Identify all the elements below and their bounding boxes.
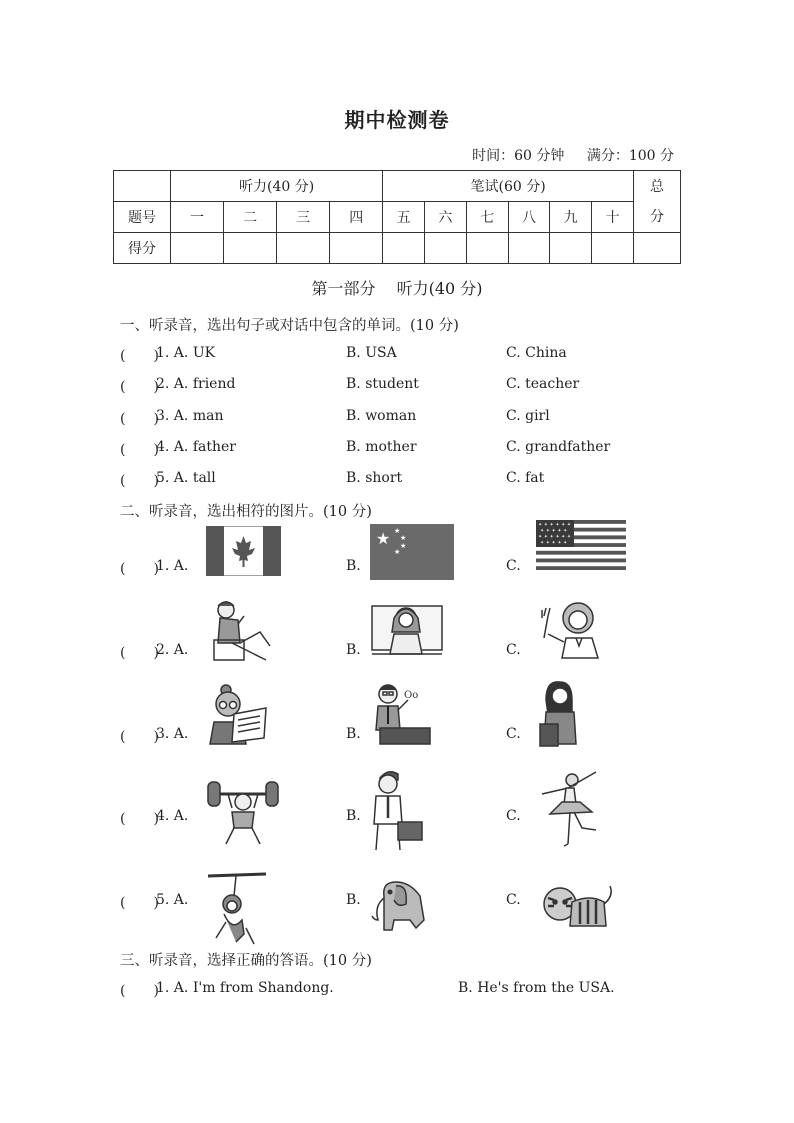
option-a: 5. A. tall <box>156 470 216 486</box>
option-c: C. <box>506 726 521 742</box>
option-b: B. <box>346 892 361 908</box>
score-cell[interactable] <box>634 233 681 264</box>
col-2: 二 <box>224 202 277 233</box>
s2-question-1 <box>120 520 680 600</box>
s3-question-1 <box>120 980 720 1000</box>
s1-question-2 <box>120 376 720 396</box>
option-c: C. teacher <box>506 376 580 392</box>
s1-question-5 <box>120 470 720 490</box>
teacher-at-board-icon <box>372 680 434 748</box>
col-8: 八 <box>508 202 550 233</box>
part-title: 听力(40 分) <box>396 279 483 298</box>
svg-text:★: ★ <box>400 534 407 542</box>
option-a: 2. A. friend <box>156 376 236 392</box>
option-c: C. girl <box>506 408 550 424</box>
col-6: 六 <box>425 202 467 233</box>
row-label-number: 题号 <box>114 202 171 233</box>
answer-paren[interactable]: ( ) <box>120 442 159 458</box>
listening-header: 听力(40 分) <box>171 171 383 202</box>
answer-paren[interactable]: ( ) <box>120 645 159 661</box>
score-cell[interactable] <box>171 233 224 264</box>
option-c: C. <box>506 642 521 658</box>
writing-header: 笔试(60 分) <box>383 171 634 202</box>
elephant-icon <box>370 876 426 936</box>
svg-text:✦ ✦ ✦ ✦ ✦: ✦ ✦ ✦ ✦ ✦ <box>540 528 568 534</box>
tiger-icon <box>540 878 616 932</box>
option-a: 1. A. I'm from Shandong. <box>156 980 334 996</box>
col-9: 九 <box>550 202 592 233</box>
option-b: B. student <box>346 376 419 392</box>
option-c: C. fat <box>506 470 545 486</box>
section2-heading: 二、听录音，选出相符的图片。(10 分) <box>120 504 372 520</box>
option-c: C. China <box>506 345 567 361</box>
option-c: C. grandfather <box>506 439 611 455</box>
svg-text:★: ★ <box>394 527 401 535</box>
option-c: C. <box>506 808 521 824</box>
answer-paren[interactable]: ( ) <box>120 379 159 395</box>
col-10: 十 <box>592 202 634 233</box>
svg-text:★: ★ <box>400 542 407 550</box>
score-cell[interactable] <box>508 233 550 264</box>
answer-paren[interactable]: ( ) <box>120 473 159 489</box>
option-a: 4. A. father <box>156 439 236 455</box>
col-5: 五 <box>383 202 425 233</box>
col-3: 三 <box>277 202 330 233</box>
option-b: B. He's from the USA. <box>458 980 615 996</box>
option-c: C. <box>506 892 521 908</box>
section1-heading: 一、听录音，选出句子或对话中包含的单词。(10 分) <box>120 318 459 334</box>
china-flag-icon <box>370 524 454 580</box>
option-b: B. <box>346 558 361 574</box>
col-4: 四 <box>330 202 383 233</box>
option-b: B. <box>346 808 361 824</box>
score-cell[interactable] <box>224 233 277 264</box>
option-b: B. short <box>346 470 403 486</box>
part-heading <box>0 276 794 299</box>
option-b: B. <box>346 726 361 742</box>
option-b: B. USA <box>346 345 397 361</box>
option-a: 1. A. UK <box>156 345 216 361</box>
answer-paren[interactable]: ( ) <box>120 561 159 577</box>
answer-paren[interactable]: ( ) <box>120 983 159 999</box>
answer-paren[interactable]: ( ) <box>120 729 159 745</box>
score-table <box>113 170 681 264</box>
page-title: 期中检测卷 <box>344 108 450 132</box>
grandma-reading-icon <box>206 684 270 746</box>
svg-text:★: ★ <box>376 529 391 548</box>
part-label: 第一部分 <box>311 279 376 298</box>
answer-paren[interactable]: ( ) <box>120 348 159 364</box>
girl-at-desk-icon <box>370 600 444 662</box>
col-7: 七 <box>466 202 508 233</box>
option-a: 1. A. <box>156 558 189 574</box>
usa-flag-icon <box>536 520 626 570</box>
exam-full-score: 满分：100 分 <box>586 148 674 164</box>
monkey-icon <box>206 872 268 948</box>
option-b: B. mother <box>346 439 417 455</box>
score-cell[interactable] <box>425 233 467 264</box>
score-cell[interactable] <box>277 233 330 264</box>
svg-text:★: ★ <box>394 548 401 556</box>
score-row <box>114 233 681 264</box>
svg-text:✦ ✦ ✦ ✦ ✦ ✦: ✦ ✦ ✦ ✦ ✦ ✦ <box>538 534 572 540</box>
woman-with-book-icon <box>536 680 586 748</box>
total-header <box>634 171 681 233</box>
s1-question-4 <box>120 439 720 459</box>
score-cell[interactable] <box>330 233 383 264</box>
option-a: 5. A. <box>156 892 189 908</box>
total-label: 总分 <box>650 178 664 225</box>
option-a: 2. A. <box>156 642 189 658</box>
option-a: 3. A. <box>156 726 189 742</box>
businessman-icon <box>370 768 426 854</box>
s2-question-4 <box>120 764 680 844</box>
s1-question-3 <box>120 408 720 428</box>
option-a: 3. A. man <box>156 408 224 424</box>
option-b: B. woman <box>346 408 417 424</box>
score-cell[interactable] <box>466 233 508 264</box>
score-table-corner <box>114 171 171 202</box>
svg-text:✦ ✦ ✦ ✦ ✦: ✦ ✦ ✦ ✦ ✦ <box>540 540 568 546</box>
svg-text:Oo: Oo <box>404 690 419 701</box>
s2-question-3 <box>120 680 680 760</box>
option-a: 4. A. <box>156 808 189 824</box>
sitting-boy-icon <box>210 598 276 664</box>
exam-meta <box>454 145 674 165</box>
s1-question-1 <box>120 345 720 365</box>
row-label-score: 得分 <box>114 233 171 264</box>
section3-heading: 三、听录音，选择正确的答语。(10 分) <box>120 953 372 969</box>
s2-question-5 <box>120 848 680 928</box>
svg-text:✦ ✦ ✦ ✦ ✦ ✦: ✦ ✦ ✦ ✦ ✦ ✦ <box>538 522 572 528</box>
score-cell[interactable] <box>383 233 425 264</box>
ballet-dancer-icon <box>536 764 606 850</box>
waving-woman-icon <box>536 598 608 660</box>
canada-flag-icon <box>206 526 281 576</box>
answer-paren[interactable]: ( ) <box>120 411 159 427</box>
weightlifter-icon <box>206 772 280 848</box>
answer-paren[interactable]: ( ) <box>120 895 159 911</box>
option-c: C. <box>506 558 521 574</box>
option-b: B. <box>346 642 361 658</box>
s2-question-2 <box>120 598 680 678</box>
question-number-row <box>114 202 681 233</box>
col-1: 一 <box>171 202 224 233</box>
score-cell[interactable] <box>592 233 634 264</box>
answer-paren[interactable]: ( ) <box>120 811 159 827</box>
score-cell[interactable] <box>550 233 592 264</box>
exam-time: 时间：60 分钟 <box>472 148 565 164</box>
